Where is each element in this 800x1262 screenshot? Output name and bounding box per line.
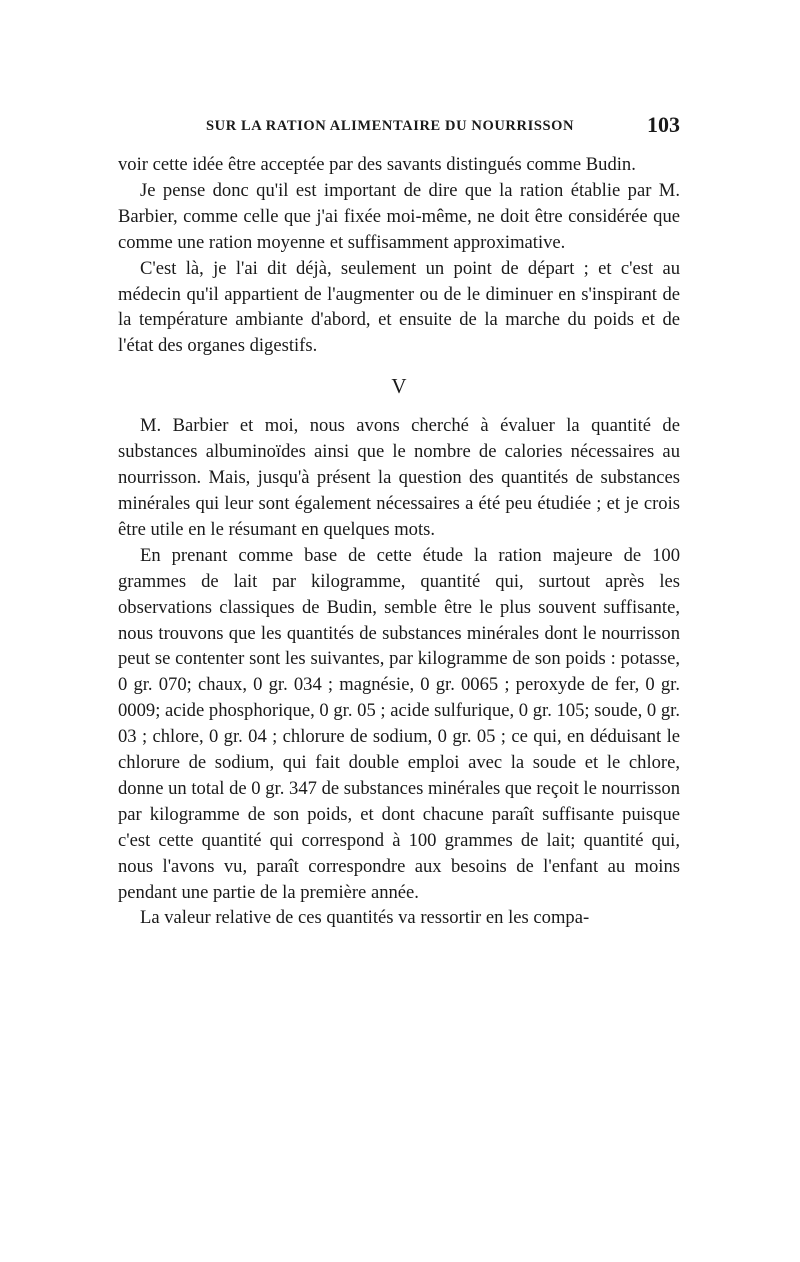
paragraph: C'est là, je l'ai dit déjà, seulement un point de départ ; et c'est au médecin qu'il appartient de l'augmenter ou de le diminuer en s'inspirant de la température ambiante d'abord, et ensuite de la marche du poids et de l'état des organes digestifs. — [118, 257, 680, 357]
running-title: SUR LA RATION ALIMENTAIRE DU NOURRISSON — [206, 118, 575, 134]
page-number: 103 — [647, 112, 680, 137]
paragraph: M. Barbier et moi, nous avons cherché à évaluer la quantité de substances albuminoïdes ainsi que le nombre de calories nécessaires au nourrisson. Mais, jusqu'à présent la question des quantités de substances minérales qui leur sont également nécessaires a été peu étudiée ; et je crois être utile en le résumant en quelques mots. — [118, 415, 680, 540]
paragraph: La valeur relative de ces quantités va ressortir en les compa- — [140, 907, 590, 929]
paragraph: Je pense donc qu'il est important de dire que la ration établie par M. Barbier, comme celle que j'ai fixée moi-même, ne doit être considérée que comme une ration moyenne et suffisamment approximative. — [118, 179, 680, 253]
paragraph-continuation: voir cette idée être acceptée par des savants distingués comme Budin. — [118, 154, 636, 175]
section-heading: V — [391, 374, 407, 399]
book-page — [118, 112, 680, 931]
paragraph: En prenant comme base de cette étude la ration majeure de 100 grammes de lait par kilogramme, quantité qui, surtout après les observations classiques de Budin, semble être le plus souvent suffisante, nous trouvons que les quantités de substances minérales dont le nourrisson peut se contenter sont les suivantes, par kilogramme de son poids : potasse, 0 gr. 070; chaux, 0 gr. 034 ; magnésie, 0 gr. 0065 ; peroxyde de fer, 0 gr. 0009; acide phosphorique, 0 gr. 05 ; acide sulfurique, 0 gr. 105; soude, 0 gr. 03 ; chlore, 0 gr. 04 ; chlorure de sodium, 0 gr. 05 ; ce qui, en déduisant le chlorure de sodium, qui fait double emploi avec la soude et le chlore, donne un total de 0 gr. 347 de substances minérales que reçoit le nourrisson par kilogramme de son poids, et dont chacune paraît suffisante puisque c'est cette quantité qui correspond à 100 grammes de lait; quantité qui, nous l'avons vu, paraît correspondre aux besoins de l'enfant au moins pendant une partie de la première année. — [118, 544, 680, 903]
running-head — [118, 112, 680, 142]
